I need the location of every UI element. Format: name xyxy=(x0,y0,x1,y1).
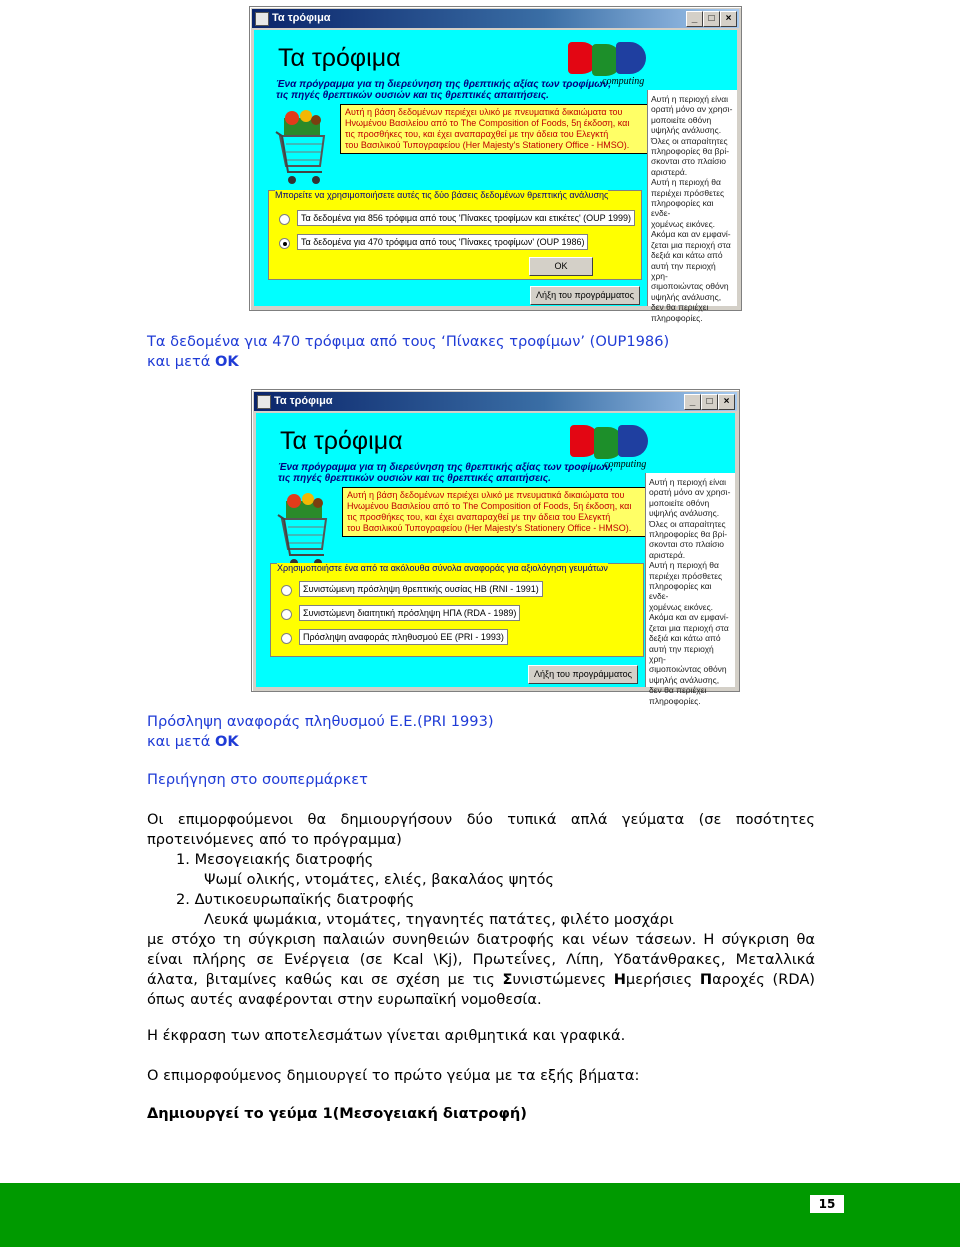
close-icon[interactable]: × xyxy=(718,394,735,410)
option-label: Τα δεδομένα για 856 τρόφιμα από τους 'Πίνακες τροφίμων και ετικέτες' (OUP 1999) xyxy=(297,210,635,226)
caption-2-line1: Πρόσληψη αναφοράς πληθυσμού Ε.Ε.(PRI 1993) xyxy=(147,713,494,730)
page-number: 15 xyxy=(810,1195,844,1213)
radio-button[interactable] xyxy=(281,633,292,644)
meal-2-items: Λευκά ψωμάκια, ντομάτες, τηγανητές πατάτες, φιλέτο μοσχάρι xyxy=(204,911,674,928)
caption-2-line2: και μετά OK xyxy=(147,733,239,750)
copyright-notice: Αυτή η βάση δεδομένων περιέχει υλικό με πνευματικά δικαιώματα του Ηνωμένου Βασιλείου από το The Composition of Foods, 5η έκδοση, και τις προσθήκες του, και έχει αναπαραχθεί με την άδεια του Ελεγκτή του Βασιλικού Τυπογραφείου (Her Majesty's Stationery Office - HMSO). xyxy=(342,487,658,537)
window-titlebar[interactable] xyxy=(252,9,739,28)
app-subtitle: Ένα πρόγραμμα για τη διερεύνηση της θρεπτικής αξίας των τροφίμων, τις πηγές θρεπτικών ουσιών και τις θρεπτικές απαιτήσεις. xyxy=(278,462,613,484)
option-label: Συνιστώμενη διαιτητική πρόσληψη ΗΠΑ (RDA - 1989) xyxy=(299,605,520,621)
info-side-panel: Αυτή η περιοχή είναι ορατή μόνο αν χρησι- μοποιείτε οθόνη υψηλής ανάλυσης. Όλες οι απαραίτητες πληροφορίες θα βρί- σκονται στο πλαίσιο αριστερά. Αυτή η περιοχή θα περιέχει πρόσθετες πληροφορίες και ενδε- χομένως εικόνες. Ακόμα και αν εμφανί- ζεται μια περιοχή στα δεξιά και κάτω από αυτή την περιοχή χρη- σιμοποιώντας οθόνη υψηλής ανάλυσης, δεν θα περιέχει πληροφορίες. xyxy=(645,473,735,687)
minimize-icon[interactable]: _ xyxy=(684,394,701,410)
steps-line: Ο επιμορφούμενος δημιουργεί το πρώτο γεύμα με τα εξής βήματα: xyxy=(147,1067,640,1084)
copyright-notice: Αυτή η βάση δεδομένων περιέχει υλικό με πνευματικά δικαιώματα του Ηνωμένου Βασιλείου από το The Composition of Foods, 5η έκδοση, και τις προσθήκες του, και έχει αναπαραχθεί με την άδεια του Ελεγκτή του Βασιλικού Τυπογραφείου (Her Majesty's Stationery Office - HMSO). xyxy=(340,104,656,154)
meal-2-title: 2. Δυτικοευρωπαϊκής διατροφής xyxy=(176,891,415,908)
app-icon xyxy=(255,12,269,26)
app-title: Τα τρόφιμα xyxy=(280,427,403,455)
caption-1 xyxy=(147,332,669,372)
radio-button[interactable] xyxy=(279,214,290,225)
results-line: Η έκφραση των αποτελεσμάτων γίνεται αριθμητικά και γραφικά. xyxy=(147,1027,626,1044)
caption-1-line2: και μετά OK xyxy=(147,353,239,370)
window-titlebar[interactable] xyxy=(254,392,737,411)
close-icon[interactable]: × xyxy=(720,11,737,27)
computing-logo: computing xyxy=(568,40,648,100)
meal-1-title: 1. Μεσογειακής διατροφής xyxy=(176,851,374,868)
radio-button-selected[interactable] xyxy=(279,238,290,249)
minimize-icon[interactable]: _ xyxy=(686,11,703,27)
radio-button[interactable] xyxy=(281,585,292,596)
reference-set-selection-group xyxy=(270,563,644,657)
page-footer xyxy=(0,1183,960,1247)
option-label: Πρόσληψη αναφοράς πληθυσμού ΕΕ (PRI - 1993) xyxy=(299,629,508,645)
group-title: Χρησιμοποιήστε ένα από τα ακόλουθα σύνολα αναφοράς για αξιολόγηση γευμάτων xyxy=(277,563,608,573)
database-selection-group xyxy=(268,190,642,280)
group-title: Μπορείτε να χρησιμοποιήσετε αυτές τις δύο βάσεις δεδομένων θρεπτικής ανάλυσης xyxy=(275,190,609,200)
ok-button[interactable]: OK xyxy=(529,257,593,276)
meal-1-heading: Δημιουργεί το γεύμα 1(Μεσογειακή διατροφή) xyxy=(147,1105,527,1122)
computing-logo: computing xyxy=(570,423,650,483)
window-title: Τα τρόφιμα xyxy=(272,12,331,24)
app-subtitle: Ένα πρόγραμμα για τη διερεύνηση της θρεπτικής αξίας των τροφίμων, τις πηγές θρεπτικών ουσιών και τις θρεπτικές απαιτήσεις. xyxy=(276,79,611,101)
app-icon xyxy=(257,395,271,409)
radio-button[interactable] xyxy=(281,609,292,620)
caption-1-line1: Τα δεδομένα για 470 τρόφιμα από τους ‘Πίνακες τροφίμων’ (OUP1986) xyxy=(147,333,670,350)
app-title: Τα τρόφιμα xyxy=(278,44,401,72)
caption-2 xyxy=(147,712,494,752)
exit-program-button[interactable]: Λήξη του προγράμματος xyxy=(530,286,640,305)
exit-program-button[interactable]: Λήξη του προγράμματος xyxy=(528,665,638,684)
app-window-databases xyxy=(249,6,742,323)
window-client-area xyxy=(256,413,735,706)
comparison-paragraph: με στόχο τη σύγκριση παλαιών συνηθειών διατροφής και νέων τάσεων. Η σύγκριση θα είναι πλήρης σε Ενέργεια (σε Kcal \Kj), Πρωτεΐνες, Λίπη, Υδατάνθρακες, Μεταλλικά άλατα, βιταμίνες καθώς και σε σχέση με τις Συνιστώμενες Ημερήσιες Παροχές (RDA) όπως αυτές αναφέρονται στην ευρωπαϊκή νομοθεσία. xyxy=(147,931,815,1008)
maximize-icon[interactable]: □ xyxy=(703,11,720,27)
section-heading: Περιήγηση στο σουπερμάρκετ xyxy=(147,771,368,788)
window-client-area xyxy=(254,30,737,323)
meal-1-items: Ψωμί ολικής, ντομάτες, ελιές, βακαλάος ψητός xyxy=(204,871,554,888)
shopping-cart-icon xyxy=(274,108,330,194)
window-title: Τα τρόφιμα xyxy=(274,395,333,407)
option-label: Τα δεδομένα για 470 τρόφιμα από τους 'Πίνακες τροφίμων' (OUP 1986) xyxy=(297,234,588,250)
option-label: Συνιστώμενη πρόσληψη θρεπτικής ουσίας ΗΒ (RNI - 1991) xyxy=(299,581,543,597)
app-window-reference-sets xyxy=(251,389,740,706)
info-side-panel: Αυτή η περιοχή είναι ορατή μόνο αν χρησι- μοποιείτε οθόνη υψηλής ανάλυσης. Όλες οι απαραίτητες πληροφορίες θα βρί- σκονται στο πλαίσιο αριστερά. Αυτή η περιοχή θα περιέχει πρόσθετες πληροφορίες και ενδε- χομένως εικόνες. Ακόμα και αν εμφανί- ζεται μια περιοχή στα δεξιά και κάτω από αυτή την περιοχή χρη- σιμοποιώντας οθόνη υψηλής ανάλυσης, δεν θα περιέχει πληροφορίες. xyxy=(647,90,737,306)
maximize-icon[interactable]: □ xyxy=(701,394,718,410)
intro-paragraph: Οι επιμορφούμενοι θα δημιουργήσουν δύο τυπικά απλά γεύματα (σε ποσότητες προτεινόμενες από το πρόγραμμα) xyxy=(147,811,815,848)
